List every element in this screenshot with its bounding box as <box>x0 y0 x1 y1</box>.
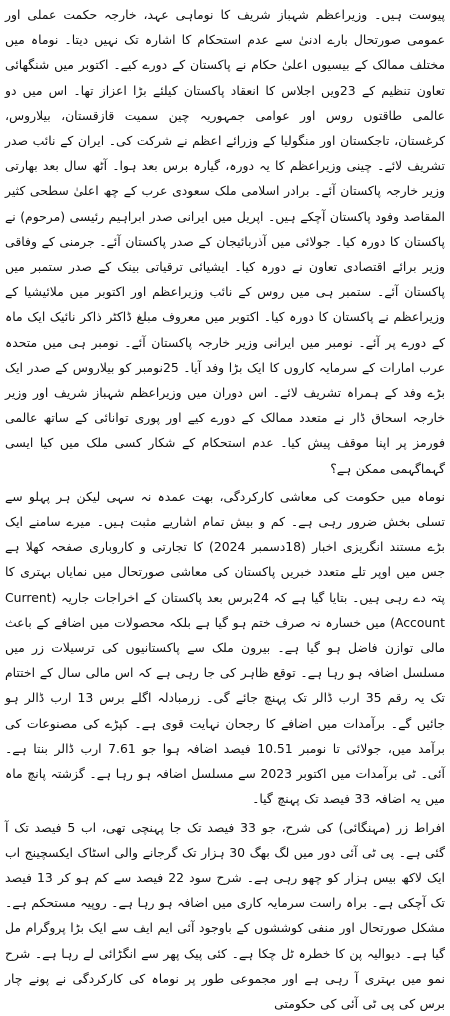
article-paragraph-diplomacy: پیوست ہیں۔ وزیراعظم شہباز شریف کا نوماہی عہد، خارجہ حکمت عملی اور عمومی صورتحال بارے ادنیٰ سے عدم استحکام کا اشارہ تک نہیں دیتا۔ نوماہ میں مختلف ممالک کے بیسیوں اعلیٰ حکام نے پاکستان کے دورے کیے۔ اکتوبر میں شنگھائی تعاون تنظیم کے 23ویں اجلاس کا انعقاد پاکستان کیلئے بڑا اعزاز تھا۔ اس میں دو عالمی طاقتوں روس اور عوامی جمہوریہ چین سمیت قازقستان، بیلاروس، کرغستان، تاجکستان اور منگولیا کے وزرائے اعظم نے شرکت کی۔ ایران کے نائب صدر تشریف لائے۔ چینی وزیراعظم کا یہ دورہ، گیارہ برس بعد ہوا۔ آٹھ سال بعد بھارتی وزیر خارجہ پاکستان آئے۔ برادر اسلامی ملک سعودی عرب کے چھ اعلیٰ سطحی کثیر المقاصد وفود پاکستان آچکے ہیں۔ اپریل میں ایرانی صدر ابراہیم رئیسی (مرحوم) نے پاکستان کا دورہ کیا۔ جولائی میں آذربائیجان کے صدر پاکستان آئے۔ جرمنی کے وفاقی وزیر برائے اقتصادی تعاون نے دورہ کیا۔ ایشیائی ترقیاتی بینک کے صدر ستمبر میں پاکستان آئے۔ ستمبر ہی میں روس کے نائب وزیراعظم اور اکتوبر میں ملائیشیا کے وزیراعظم نے پاکستان کا دورہ کیا۔ اکتوبر میں معروف مبلغ ڈاکٹر ذاکر نائیک ایک ماہ کے دورے پر آئے۔ نومبر میں ایرانی وزیر خارجہ پاکستان آئے۔ نومبر ہی میں متحدہ عرب امارات کے سرمایہ کاروں کا ایک بڑا وفد آیا۔ 25نومبر کو بیلاروس کے صدر ایک بڑے وفد کے ہمراہ تشریف لائے۔ اس دوران میں وزیراعظم شہباز شریف اور وزیر خارجہ اسحاق ڈار نے متعدد ممالک کے دورے کیے اور پوری توانائی کے ساتھ عالمی فورمز پر اپنا موقف پیش کیا۔ عدم استحکام کے شکار کسی ملک میں کیا ایسی گہماگہمی ممکن ہے؟ <box>5 2 445 481</box>
article-paragraph-inflation: افراط زر (مہنگائی) کی شرح، جو 33 فیصد تک جا پہنچی تھی، اب 5 فیصد تک آ گئی ہے۔ پی ٹی آئی دور میں لگ بھگ 30 ہزار تک گرجانے والی اسٹاک ایکسچینج اب ایک لاکھ بیس ہزار کو چھو رہی ہے۔ شرح سود 22 فیصد سے کم ہو کر 13 فیصد تک آچکی ہے۔ براہ راست سرمایہ کاری میں اضافہ ہو رہا ہے۔ روپیہ مستحکم ہے۔ مشکل صورتحال اور منفی کوششوں کے باوجود آئی ایم ایف سے ایک بڑا پروگرام مل گیا ہے۔ دیوالیہ پن کا خطرہ ٹل چکا ہے۔ کئی پیک پھر سے انگڑائی لے رہا ہے۔ شرح نمو میں بہتری آ رہی ہے اور مجموعی طور پر نوماہ کی کارکردگی نے پونے چار برس کی پی ٹی آئی کی حکومتی <box>5 815 445 1016</box>
article-paragraph-economy: نوماہ میں حکومت کی معاشی کارکردگی، بھت عمدہ نہ سہی لیکن ہر پہلو سے تسلی بخش ضرور رہی ہے۔ کم و بیش تمام اشاریے مثبت ہیں۔ میرے سامنے ایک بڑے مستند انگریزی اخبار (18دسمبر 2024) کا تجارتی و کاروباری صفحہ کھلا ہے جس میں اوپر تلے متعدد خبریں پاکستان کی معاشی صورتحال میں نمایاں بہتری کا پتہ دے رہی ہیں۔ بتایا گیا ہے کہ 24برس بعد پاکستان کے اخراجات جاریہ (Current Account) میں خسارہ نہ صرف ختم ہو گیا ہے بلکہ محصولات میں اضافے کے باعث مالی توازن فاضل ہو گیا ہے۔ بیرون ملک سے پاکستانیوں کی ترسیلات زر میں مسلسل اضافہ ہو رہا ہے۔ توقع ظاہر کی جا رہی ہے کہ اس مالی سال کے اختتام تک یہ رقم 35 ارب ڈالر تک پہنچ جائے گی۔ زرمبادلہ اگلے برس 13 ارب ڈالر ہو جائیں گے۔ برآمدات میں اضافے کا رجحان نہایت قوی ہے۔ کپڑے کی مصنوعات کی برآمد میں، جولائی تا نومبر 10.51 فیصد اضافہ ہوا جو 7.61 ارب ڈالر بنتا ہے۔ آئی۔ ٹی برآمدات میں اکتوبر 2023 سے مسلسل اضافہ ہو رہا ہے۔ گزشتہ پانچ ماہ میں یہ اضافہ 33 فیصد تک پہنچ گیا۔ <box>5 484 445 812</box>
